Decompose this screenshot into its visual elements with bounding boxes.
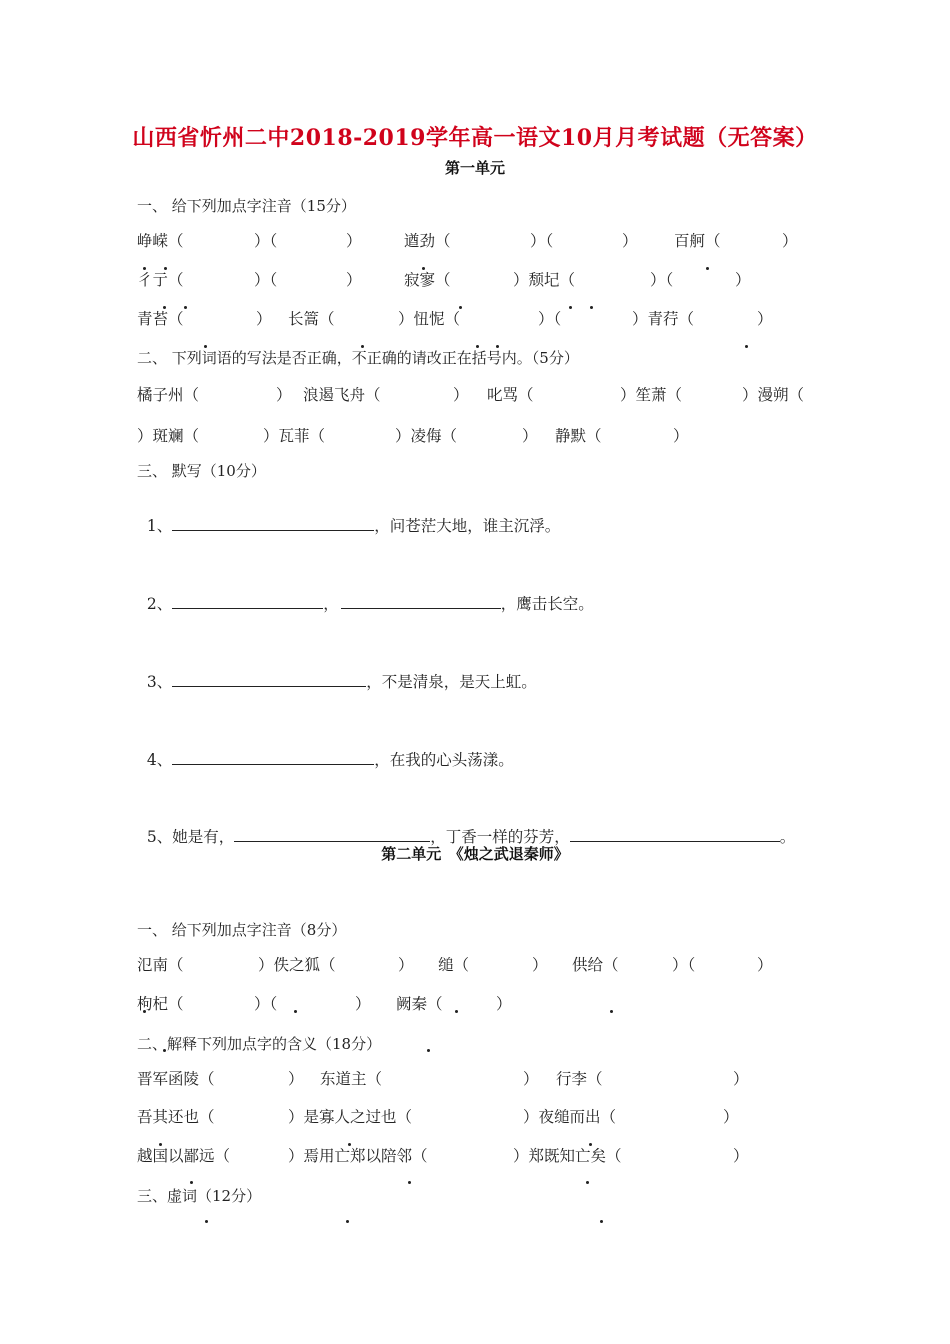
u2-s1-r1-c5: ） — [532, 956, 548, 974]
u1-s2-r1-c6: ）笙萧（ — [620, 386, 683, 404]
item-text: ，问苍茫大地，谁主沉浮。 — [374, 517, 561, 535]
u1-s1-r2-c3: ） — [346, 271, 362, 289]
unit1-heading: 第一单元 — [444, 159, 505, 177]
u1-s2-r2-c5: 静默（ — [555, 427, 602, 445]
u2-s2-r2-c2: ）是寡人之过也（ — [288, 1108, 413, 1126]
item-text: ， — [323, 595, 339, 613]
dictation-item-5 — [137, 807, 795, 847]
u1-s2-r1-c7: ）漫朔（ — [742, 386, 805, 404]
u1-s2-r1-c4: ） — [453, 386, 469, 404]
item-text: ，在我的心头荡漾。 — [374, 751, 514, 769]
u2-s2-heading: 二、解释下列加点字的含义（18分） — [137, 1035, 382, 1053]
u2-s2-r1-c6: ） — [733, 1070, 749, 1088]
u1-s1-r2-c7: ） — [735, 271, 751, 289]
u1-s1-r1-c6: ） — [622, 232, 638, 250]
item-text: ，鹰击长空。 — [500, 595, 594, 613]
u1-s1-r1-c5: ）（ — [530, 232, 554, 250]
unit2-heading: 第二单元 《烛之武退秦师》 — [381, 845, 569, 863]
u2-s2-r3-c1: 越国以鄙远（ — [137, 1147, 231, 1165]
u1-s1-r3-c5: ）（ — [538, 310, 562, 328]
u1-s2-r1-c5: 叱骂（ — [487, 386, 534, 404]
u2-s1-r1-c3: ） — [398, 956, 414, 974]
item-number: 4、 — [146, 751, 173, 769]
answer-blank[interactable] — [172, 515, 374, 531]
item-text: ，丁香一样的芬芳， — [430, 828, 570, 846]
u2-s1-r2-c4: 阙秦（ — [396, 995, 443, 1013]
u1-s2-r1-c2: ） — [276, 386, 292, 404]
u2-s3-heading: 三、虚词（12分） — [137, 1187, 262, 1205]
u2-s2-r3-c3: ）郑既知亡矣（ — [513, 1147, 622, 1165]
u2-s2-r1-c2: ） — [288, 1070, 304, 1088]
u1-s2-heading: 二、 下列词语的写法是否正确，不正确的请改正在括号内。（5分） — [137, 349, 579, 367]
u1-s1-r2-c2: ）（ — [254, 271, 278, 289]
dictation-item-1 — [137, 496, 560, 536]
dictation-item-2 — [137, 574, 594, 614]
answer-blank[interactable] — [570, 826, 780, 842]
item-text: 她是有， — [172, 828, 235, 846]
u2-s1-r2-c2: ）（ — [254, 995, 278, 1013]
u2-s1-r1-c8: ） — [757, 956, 773, 974]
u2-s2-r2-c4: ） — [723, 1108, 739, 1126]
u2-s2-r1-c3: 东道主（ — [320, 1070, 383, 1088]
u2-s1-r1-c6: 供给（ — [572, 956, 619, 974]
u1-s1-r1-c3: ） — [346, 232, 362, 250]
u2-s2-r2-c1: 吾其还也（ — [137, 1108, 215, 1126]
dictation-item-4 — [137, 730, 514, 770]
u1-s2-r2-c6: ） — [673, 427, 689, 445]
u1-s1-r2-c6: ）（ — [650, 271, 674, 289]
u1-s1-r2-c1: 彳亍（ — [137, 271, 184, 289]
answer-blank[interactable] — [172, 671, 366, 687]
item-number: 3、 — [146, 673, 173, 691]
u1-s1-r3-c7: ） — [757, 310, 773, 328]
u1-s1-heading: 一、 给下列加点字注音（15分） — [137, 197, 356, 215]
u1-s1-r3-c6: ）青荇（ — [632, 310, 695, 328]
u1-s1-r3-c2: ） — [256, 310, 272, 328]
u1-s1-r3-c1: 青苔（ — [137, 310, 184, 328]
answer-blank[interactable] — [341, 593, 501, 609]
u2-s1-r2-c1: 枸杞（ — [137, 995, 184, 1013]
u1-s1-r2-c5: ）颓圮（ — [513, 271, 576, 289]
item-number: 1、 — [146, 517, 173, 535]
u1-s1-r1-c2: ）（ — [254, 232, 278, 250]
u1-s2-r2-c1: ）斑斓（ — [137, 427, 200, 445]
u1-s1-r3-c3: 长篙（ — [288, 310, 335, 328]
u1-s1-r1-c1: 峥嵘（ — [137, 232, 184, 250]
u2-s2-r1-c1: 晋军函陵（ — [137, 1070, 215, 1088]
u2-s1-r1-c2: ）佚之狐（ — [258, 956, 336, 974]
u1-s2-r2-c3: ）凌侮（ — [395, 427, 458, 445]
u1-s2-r2-c2: ）瓦菲（ — [263, 427, 326, 445]
item-number: 2、 — [146, 595, 173, 613]
u2-s2-r1-c4: ） — [523, 1070, 539, 1088]
answer-blank[interactable] — [172, 593, 323, 609]
u1-s2-r1-c1: 橘子州（ — [137, 386, 200, 404]
u1-s1-r1-c4: 遒劲（ — [404, 232, 451, 250]
dictation-item-3 — [137, 652, 537, 692]
item-text: 。 — [779, 828, 796, 846]
item-number: 5、 — [146, 828, 173, 846]
u2-s2-r1-c5: 行李（ — [556, 1070, 603, 1088]
u1-s1-r1-c8: ） — [782, 232, 798, 250]
u1-s1-r2-c4: 寂寥（ — [404, 271, 451, 289]
u2-s1-heading: 一、 给下列加点字注音（8分） — [137, 921, 347, 939]
u1-s3-heading: 三、 默写（10分） — [137, 462, 266, 480]
u1-s2-r1-c3: 浪遏飞舟（ — [303, 386, 381, 404]
u2-s1-r2-c5: ） — [496, 995, 512, 1013]
u1-s1-r1-c7: 百舸（ — [674, 232, 721, 250]
u1-s1-r3-c4: ）忸怩（ — [398, 310, 461, 328]
u2-s2-r3-c2: ）焉用亡郑以陪邻（ — [288, 1147, 428, 1165]
u2-s1-r1-c7: ）（ — [672, 956, 696, 974]
u1-s2-r2-c4: ） — [522, 427, 538, 445]
answer-blank[interactable] — [172, 749, 374, 765]
u2-s2-r3-c4: ） — [733, 1147, 749, 1165]
u2-s2-r2-c3: ）夜缒而出（ — [523, 1108, 617, 1126]
u2-s1-r2-c3: ） — [355, 995, 371, 1013]
page-title: 山西省忻州二中2018-2019学年高一语文10月月考试题（无答案） — [132, 125, 818, 151]
u2-s1-r1-c4: 缒（ — [438, 956, 470, 974]
u2-s1-r1-c1: 氾南（ — [137, 956, 184, 974]
answer-blank[interactable] — [234, 826, 430, 842]
item-text: ，不是清泉，是天上虹。 — [366, 673, 537, 691]
